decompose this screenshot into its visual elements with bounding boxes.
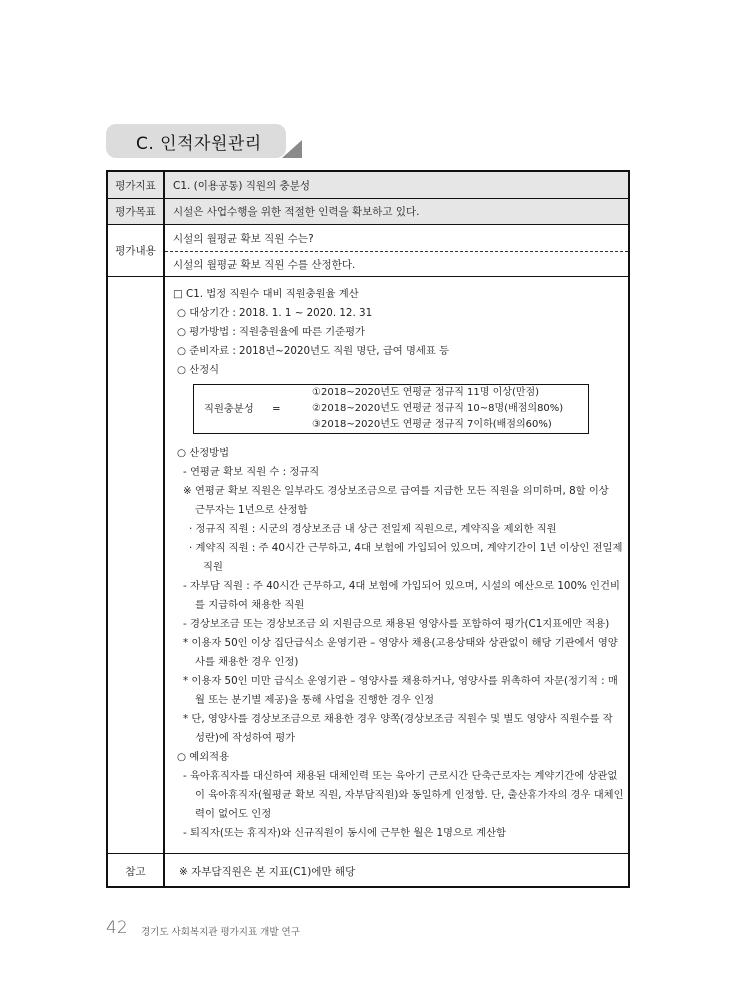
calc-method-list xyxy=(173,444,624,843)
calc-line: * 이용자 50인 미만 급식소 운영기관 – 영양사를 채용하거나, 영양사를 위촉하여 자문(정기적 : 매 xyxy=(183,675,618,687)
calc-line: - 퇴직자(또는 휴직자)와 신규직원이 동시에 근무한 월은 1명으로 계산함 xyxy=(183,827,506,839)
calc-line: - 경상보조금 또는 경상보조금 외 지원금으로 채용된 영양사를 포함하여 평가(C1지표에만 적용) xyxy=(183,618,610,630)
calc-line: 직원 xyxy=(203,561,223,573)
formula-item: ①2018~2020년도 연평균 정규직 11명 이상(만점) xyxy=(312,387,540,398)
formula-equals: = xyxy=(272,403,281,415)
method-line: ○ 평가방법 : 직원충원율에 따른 기준평가 xyxy=(177,326,365,338)
calc-line: 력이 없어도 인정 xyxy=(195,808,272,820)
calc-line: 성란)에 작성하여 평가 xyxy=(195,732,296,744)
calc-line: · 정규직 직원 : 시군의 경상보조금 내 상근 전일제 직원으로, 계약직을 제외한 직원 xyxy=(189,523,557,535)
reference-row xyxy=(108,854,628,888)
calc-line: 월 또는 분기별 제공)을 통해 사업을 진행한 경우 인정 xyxy=(195,694,435,706)
calc-line: - 육아휴직자를 대신하여 채용된 대체인력 또는 육아기 근로시간 단축근로자는 계약기간에 상관없 xyxy=(183,770,618,782)
goal-value: 시설은 사업수행을 위한 적절한 인력을 확보하고 있다. xyxy=(173,206,420,218)
calc-line: 근무자는 1년으로 산정함 xyxy=(195,504,308,516)
indicator-row xyxy=(108,172,628,199)
indicator-label: 평가지표 xyxy=(108,172,165,198)
calc-line: * 단, 영양사를 경상보조금으로 채용한 경우 양쪽(경상보조금 직원수 및 별도 영양사 직원수를 작 xyxy=(183,713,613,725)
calc-line: * 이용자 50인 이상 집단급식소 운영기관 – 영양사 채용(고용상태와 상관없이 해당 기관에서 영양 xyxy=(183,637,618,649)
body-label-empty xyxy=(108,277,165,853)
reference-value: ※ 자부담직원은 본 지표(C1)에만 해당 xyxy=(179,865,356,878)
content-question: 시설의 월평균 확보 직원 수는? xyxy=(173,232,314,245)
reference-label: 참고 xyxy=(108,854,165,888)
footer-title: 경기도 사회복지관 평가지표 개발 연구 xyxy=(141,927,300,938)
formula-item: ②2018~2020년도 연평균 정규직 10~8명(배점의80%) xyxy=(312,403,564,414)
section-header-tab xyxy=(106,124,286,158)
formula-title: ○ 산정식 xyxy=(177,364,220,376)
calc-line: 이 육아휴직자(월평균 확보 직원, 자부담직원)와 동일하게 인정함. 단, 출산휴가자의 경우 대체인 xyxy=(195,789,624,801)
calc-line: 사를 채용한 경우 인정) xyxy=(195,656,299,668)
calc-line: ○ 산정방법 xyxy=(177,447,230,459)
calc-line: ※ 연평균 확보 직원은 일부라도 경상보조금으로 급여를 지급한 모든 직원을 의미하며, 8할 이상 xyxy=(183,485,609,497)
indicator-value: C1. (이용공통) 직원의 충분성 xyxy=(173,179,310,192)
body-heading: □ C1. 법정 직원수 대비 직원충원율 계산 xyxy=(173,288,359,300)
calc-line: ○ 예외적용 xyxy=(177,751,230,763)
content-answer: 시설의 월평균 확보 직원 수를 산정한다. xyxy=(173,258,356,271)
goal-label: 평가목표 xyxy=(108,199,165,224)
body-content xyxy=(173,285,624,843)
evaluation-table xyxy=(106,170,630,888)
content-label: 평가내용 xyxy=(108,225,165,276)
materials-line: ○ 준비자료 : 2018년~2020년도 직원 명단, 급여 명세표 등 xyxy=(177,345,450,357)
page-number: 42 xyxy=(106,918,128,938)
calc-line: 를 지급하여 채용한 직원 xyxy=(195,599,305,611)
section-tab-tail xyxy=(282,140,302,158)
period-line: ○ 대상기간 : 2018. 1. 1 ~ 2020. 12. 31 xyxy=(177,307,373,319)
formula-item: ③2018~2020년도 연평균 정규직 7이하(배점의60%) xyxy=(312,419,552,430)
formula-box xyxy=(193,384,589,434)
formula-left: 직원충분성 xyxy=(204,403,254,415)
body-row xyxy=(108,277,628,854)
goal-row xyxy=(108,199,628,225)
content-row xyxy=(108,225,628,277)
calc-line: - 연평균 확보 직원 수 : 정규직 xyxy=(183,466,320,478)
section-title: C. 인적자원관리 xyxy=(136,134,262,154)
calc-line: - 자부담 직원 : 주 40시간 근무하고, 4대 보험에 가입되어 있으며, 시설의 예산으로 100% 인건비 xyxy=(183,580,620,592)
formula-items xyxy=(312,385,563,433)
calc-line: · 계약직 직원 : 주 40시간 근무하고, 4대 보험에 가입되어 있으며, 계약기간이 1년 이상인 전일제 xyxy=(189,542,623,554)
